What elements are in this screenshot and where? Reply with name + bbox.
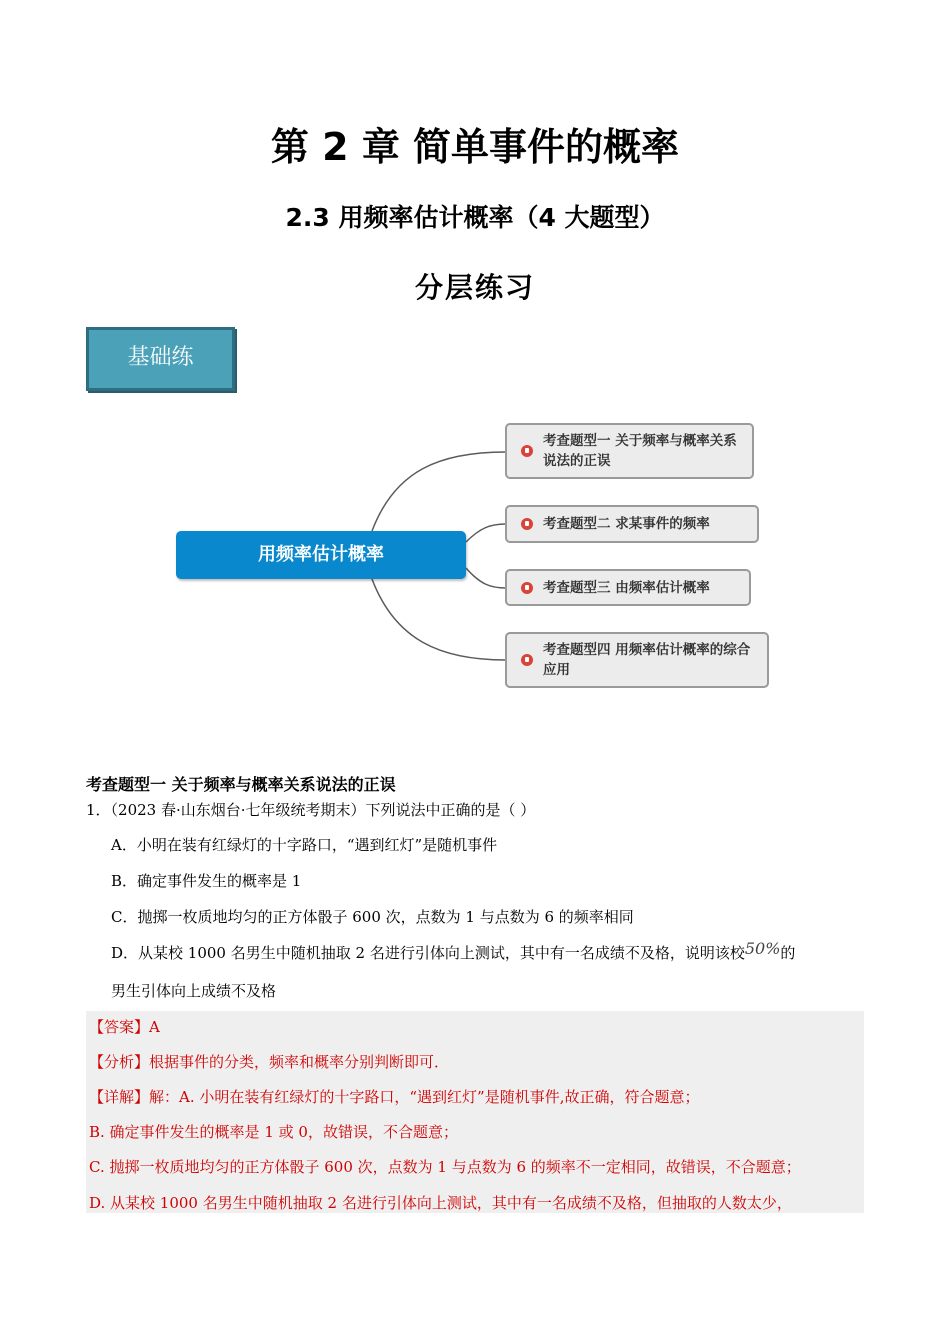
answer-explanation-box: [86, 1011, 864, 1213]
basic-practice-badge: 基础练: [86, 327, 235, 391]
option-d-percent: 50%: [744, 939, 781, 958]
analysis-line: 【分析】根据事件的分类，频率和概率分别判断即可．: [89, 1053, 450, 1071]
mindmap-branch-label: 考查题型二 求某事件的频率: [543, 516, 710, 532]
mindmap-branch-2: [505, 505, 759, 543]
chapter-title: 第 2 章 简单事件的概率: [270, 125, 680, 169]
flag-icon: [521, 654, 533, 666]
section-title: 2.3 用频率估计概率（4 大题型）: [285, 203, 665, 232]
answer-line: 【答案】A: [89, 1018, 160, 1036]
mindmap-branch-label: 考查题型三 由频率估计概率: [543, 579, 710, 596]
option-c: C．抛掷一枚质地均匀的正方体骰子 600 次，点数为 1 与点数为 6 的频率相同: [111, 908, 634, 926]
option-d: [111, 939, 796, 963]
mindmap-branch-1: [505, 423, 754, 479]
question-type-heading: 考查题型一 关于频率与概率关系说法的正误: [86, 775, 396, 794]
mindmap-branch-label: 考查题型一 关于频率与概率关系说法的正误: [543, 433, 737, 469]
question-stem: 1．（2023 春·山东烟台·七年级统考期末）下列说法中正确的是（ ）: [86, 801, 536, 819]
option-b: B．确定事件发生的概率是 1: [111, 872, 302, 890]
flag-icon: [521, 445, 533, 457]
option-d-suffix: 的: [780, 944, 796, 962]
mindmap-center-node: 用频率估计概率: [176, 531, 466, 579]
detail-line: 【详解】解：A. 小明在装有红绿灯的十字路口，“遇到红灯”是随机事件,故正确，符合题意；: [89, 1088, 700, 1106]
detail-option-b: B. 确定事件发生的概率是 1 或 0，故错误，不合题意；: [89, 1123, 458, 1141]
detail-option-d: D. 从某校 1000 名男生中随机抽取 2 名进行引体向上测试，其中有一名成绩不及格，但抽取的人数太少，: [89, 1194, 792, 1212]
page-subtitle: 分层练习: [414, 271, 535, 304]
mindmap-branch-label: 考查题型四 用频率估计概率的综合应用: [543, 642, 751, 678]
mindmap-branch-4: [505, 632, 769, 688]
option-d-text: D．从某校 1000 名男生中随机抽取 2 名进行引体向上测试，其中有一名成绩不及格，说明该校: [111, 944, 745, 962]
flag-icon: [521, 582, 533, 594]
detail-option-c: C. 抛掷一枚质地均匀的正方体骰子 600 次，点数为 1 与点数为 6 的频率不一定相同，故错误，不合题意；: [89, 1158, 801, 1176]
flag-icon: [521, 518, 533, 530]
mindmap-branch-3: [505, 569, 751, 606]
option-d-continued: 男生引体向上成绩不及格: [111, 982, 277, 1000]
option-a: A．小明在装有红绿灯的十字路口，“遇到红灯”是随机事件: [111, 836, 498, 854]
